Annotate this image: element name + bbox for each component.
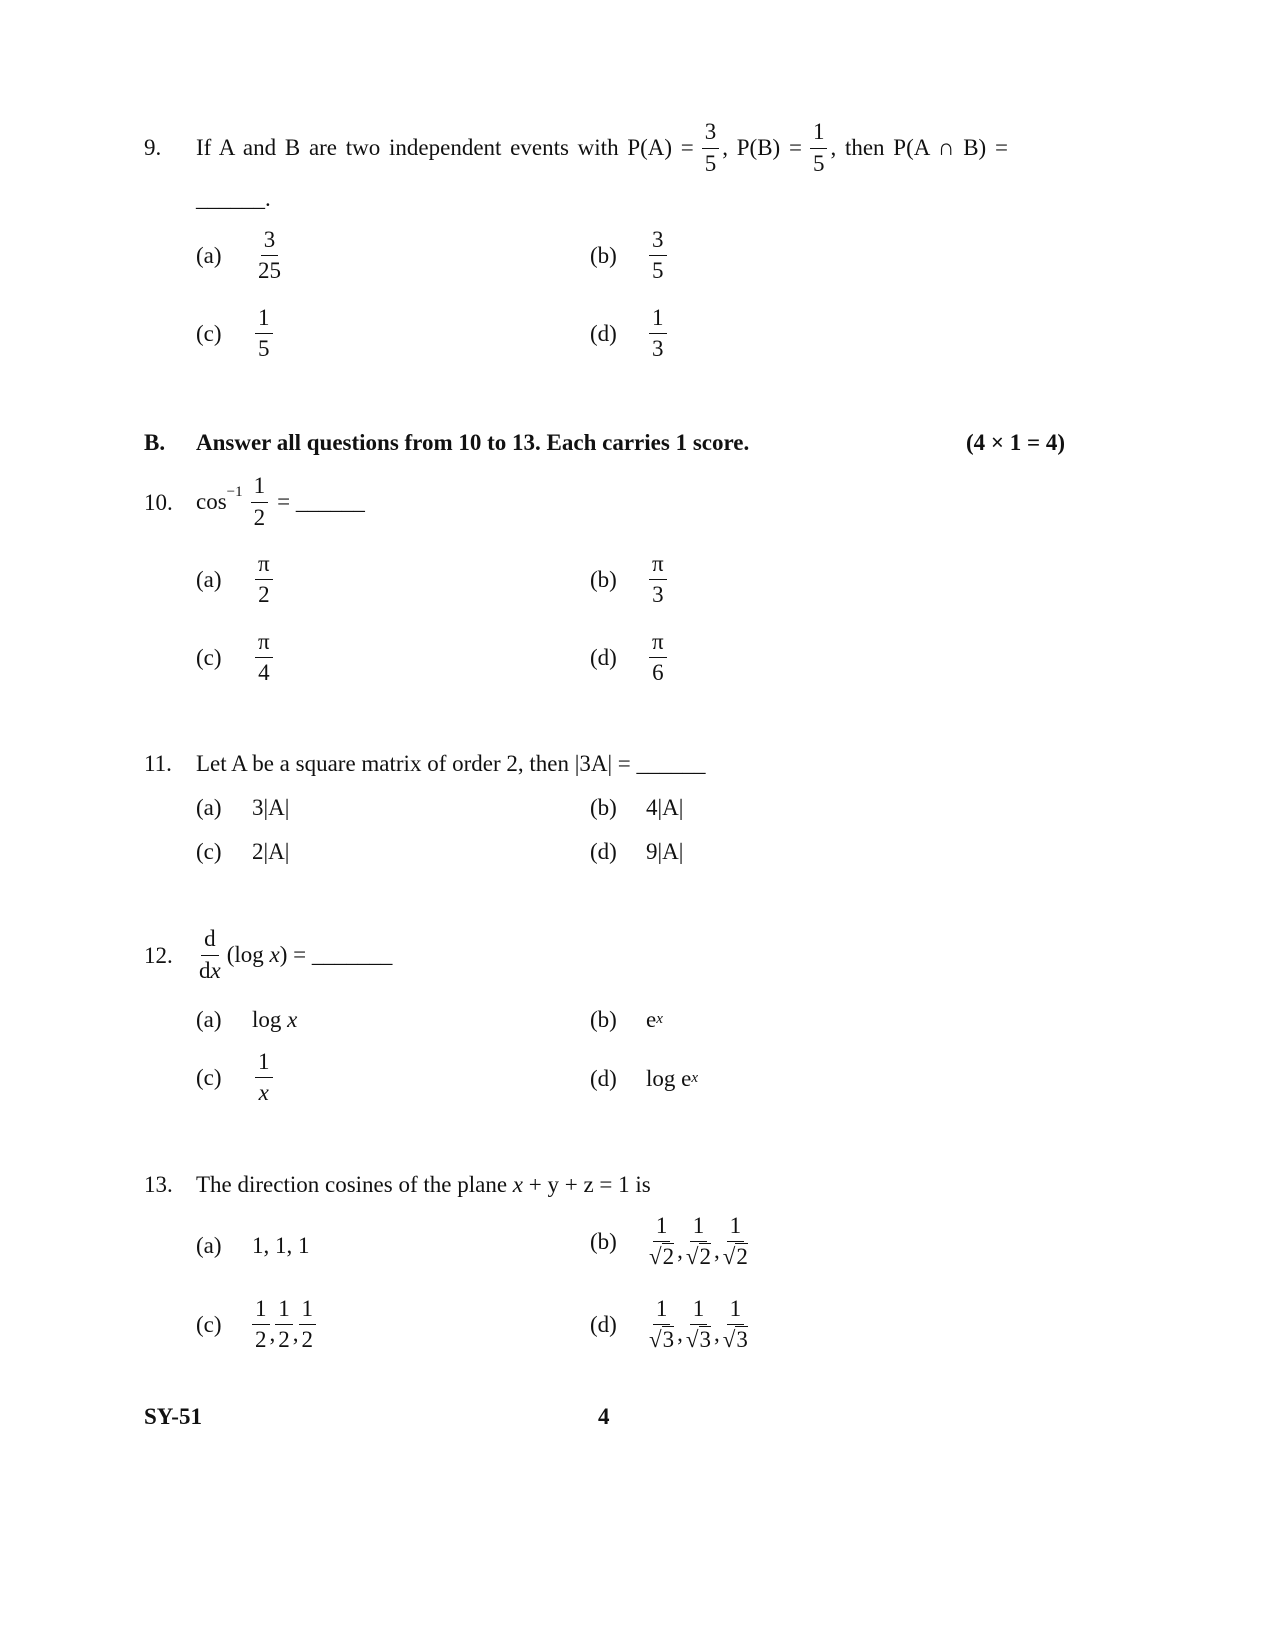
radical-icon: √ [649,1327,662,1353]
option-separator: , [677,1237,683,1263]
option-num: π [255,630,273,658]
option-label: (a) [196,1007,222,1032]
radical-icon: √ [722,1327,736,1353]
option-fraction [646,1214,677,1269]
option-separator: , [714,1320,720,1346]
q9-pa-fraction [702,120,720,175]
q12-derivative-fraction [196,927,224,982]
option-fraction [255,1050,273,1105]
q12-number: 12. [144,943,173,968]
q10-option-d [590,630,670,685]
q11-option-c [196,839,289,865]
q10-option-c [196,630,276,685]
option-radicand: 2 [662,1244,675,1270]
section-b-marks: (4 × 1 = 4) [966,430,1066,455]
q12-d-den-d: d [199,957,211,983]
option-label: (b) [590,795,617,820]
option-fraction [646,1297,677,1352]
option-radicand: 3 [662,1327,675,1353]
option-exp: x [656,1011,663,1027]
q13-stem-start: The direction cosines of the plane [196,1172,513,1197]
q12-option-b [590,1007,663,1033]
q9-option-c [196,306,276,361]
radical-icon: √ [685,1244,699,1270]
option-num: π [649,552,667,580]
q12-paren-open: (log [226,942,270,967]
footer-code: SY-51 [144,1404,202,1429]
option-label: (a) [196,566,222,592]
q13-number: 13. [144,1172,173,1197]
option-label: (b) [590,566,617,592]
q13-option-a [196,1233,310,1259]
option-label: (b) [590,1228,617,1254]
option-num: 1 [653,1214,671,1242]
option-den: x [258,1080,269,1106]
page-number: 4 [598,1404,610,1429]
option-den: 2 [258,582,270,608]
q10-arg-den: 2 [253,504,266,530]
option-den: 2 [278,1327,290,1353]
q9-option-a [196,228,287,283]
option-den: 2 [255,1327,267,1353]
q12-var: x [269,942,280,967]
q12-option-d [590,1066,698,1092]
q9-stem-start: If A and B are two independent events with P(A) = [196,135,694,160]
option-den: 5 [258,336,270,362]
q12-d-den [196,956,224,983]
option-den: 3 [652,336,664,362]
option-label: (d) [590,644,617,670]
option-den: 4 [258,660,270,686]
q10-tail: = ______ [277,489,365,514]
option-label: (c) [196,1311,222,1337]
q9-pa-num: 3 [702,120,720,148]
option-num: 1 [255,306,273,334]
option-den: 2 [301,1327,313,1353]
option-num: π [649,630,667,658]
option-text: log e [646,1066,692,1091]
q11-option-d [590,839,683,865]
option-separator: , [714,1237,720,1263]
q9-pa-den: 5 [704,150,717,176]
q9-option-b [590,228,670,283]
q10-func: cos [196,489,227,514]
option-fraction [683,1297,714,1352]
option-num: 1 [252,1297,270,1325]
q11-stem: Let A be a square matrix of order 2, then |3A| = ______ [196,751,706,776]
option-label: (c) [196,644,222,670]
option-num: 3 [649,228,667,256]
option-label: (b) [590,1007,617,1032]
q10-arg-fraction [251,474,269,529]
option-base: e [646,1007,657,1032]
q12-stem [196,925,392,985]
option-den [683,1242,714,1269]
option-num: 3 [261,228,279,256]
option-text: 1, 1, 1 [252,1233,310,1258]
q13-var: x [512,1172,523,1197]
option-label: (d) [590,1066,617,1091]
option-label: (d) [590,1311,617,1337]
option-separator: , [292,1320,299,1346]
option-fraction [255,630,273,685]
option-fraction [252,1297,270,1352]
option-den: 25 [258,258,281,284]
option-fraction [255,552,273,607]
q9-stem-end: , then P(A ∩ B) = [830,135,1008,160]
q9-option-d [590,306,670,361]
radical-icon: √ [649,1244,662,1270]
option-fraction [720,1297,751,1352]
q9-pb-den: 5 [812,150,825,176]
q10-exp: −1 [226,483,243,500]
q9-stem [196,118,1008,178]
q9-pb-label: , P(B) = [722,135,802,160]
option-den: 5 [652,258,664,284]
option-separator: , [677,1320,683,1346]
option-fraction [275,1297,293,1352]
option-num: π [255,552,273,580]
option-text: log [252,1007,288,1032]
option-label: (c) [196,320,222,346]
option-label: (d) [590,839,617,864]
radical-icon: √ [722,1244,736,1270]
q10-stem [196,472,365,532]
option-fraction [255,306,273,361]
q11-option-b [590,795,683,821]
option-fraction [649,552,667,607]
option-fraction [649,630,667,685]
option-separator: , [269,1320,276,1346]
radical-icon: √ [685,1327,699,1353]
option-num: 1 [649,306,667,334]
section-b-instruction: Answer all questions from 10 to 13. Each carries 1 score. [196,430,750,455]
option-fraction [649,228,667,283]
option-text: 9|A| [646,839,684,864]
q10-option-b [590,552,670,607]
q11-option-a [196,795,289,821]
option-num: 1 [690,1297,708,1325]
option-label: (c) [196,1064,222,1090]
section-b-letter: B. [144,430,166,455]
option-label: (d) [590,320,617,346]
option-den [720,1242,751,1269]
q13-option-c [196,1297,316,1352]
option-num: 1 [299,1297,317,1325]
option-var: x [287,1007,298,1032]
option-label: (a) [196,1233,222,1258]
option-num: 1 [255,1050,273,1078]
option-label: (a) [196,242,222,268]
q13-stem [196,1172,651,1198]
option-num: 1 [275,1297,293,1325]
option-den [646,1242,677,1269]
q12-d-num: d [201,927,219,955]
q12-d-den-x: x [210,957,221,983]
option-den [646,1325,677,1352]
q13-stem-end: + y + z = 1 is [523,1172,651,1197]
q12-option-c [196,1050,276,1105]
q12-paren-close: ) = _______ [279,942,393,967]
option-radicand: 3 [699,1327,711,1353]
q10-arg-num: 1 [251,474,269,502]
option-radicand: 2 [736,1244,748,1270]
option-text: 4|A| [646,795,684,820]
option-radicand: 2 [699,1244,711,1270]
option-fraction [720,1214,751,1269]
option-den: 6 [652,660,664,686]
q10-number: 10. [144,490,173,515]
q9-number: 9. [144,135,162,160]
option-num: 1 [690,1214,708,1242]
option-label: (b) [590,242,617,268]
option-label: (c) [196,839,222,864]
option-den [683,1325,714,1352]
q9-answer-blank: ______. [196,186,271,211]
q11-number: 11. [144,751,172,776]
option-text: 3|A| [252,795,290,820]
option-fraction [299,1297,317,1352]
option-fraction [683,1214,714,1269]
q10-option-a [196,552,276,607]
option-fraction [649,306,667,361]
option-radicand: 3 [736,1327,748,1353]
option-den: 3 [652,582,664,608]
option-fraction [255,228,284,283]
q9-pb-fraction [810,120,828,175]
option-label: (a) [196,795,222,820]
option-num: 1 [727,1297,745,1325]
option-exp: x [691,1070,699,1086]
q12-option-a [196,1007,297,1033]
q13-option-b [590,1214,751,1269]
option-text: 2|A| [252,839,290,864]
option-den [720,1325,751,1352]
q9-pb-num: 1 [810,120,828,148]
option-num: 1 [653,1297,671,1325]
q13-option-d [590,1297,751,1352]
option-num: 1 [727,1214,745,1242]
